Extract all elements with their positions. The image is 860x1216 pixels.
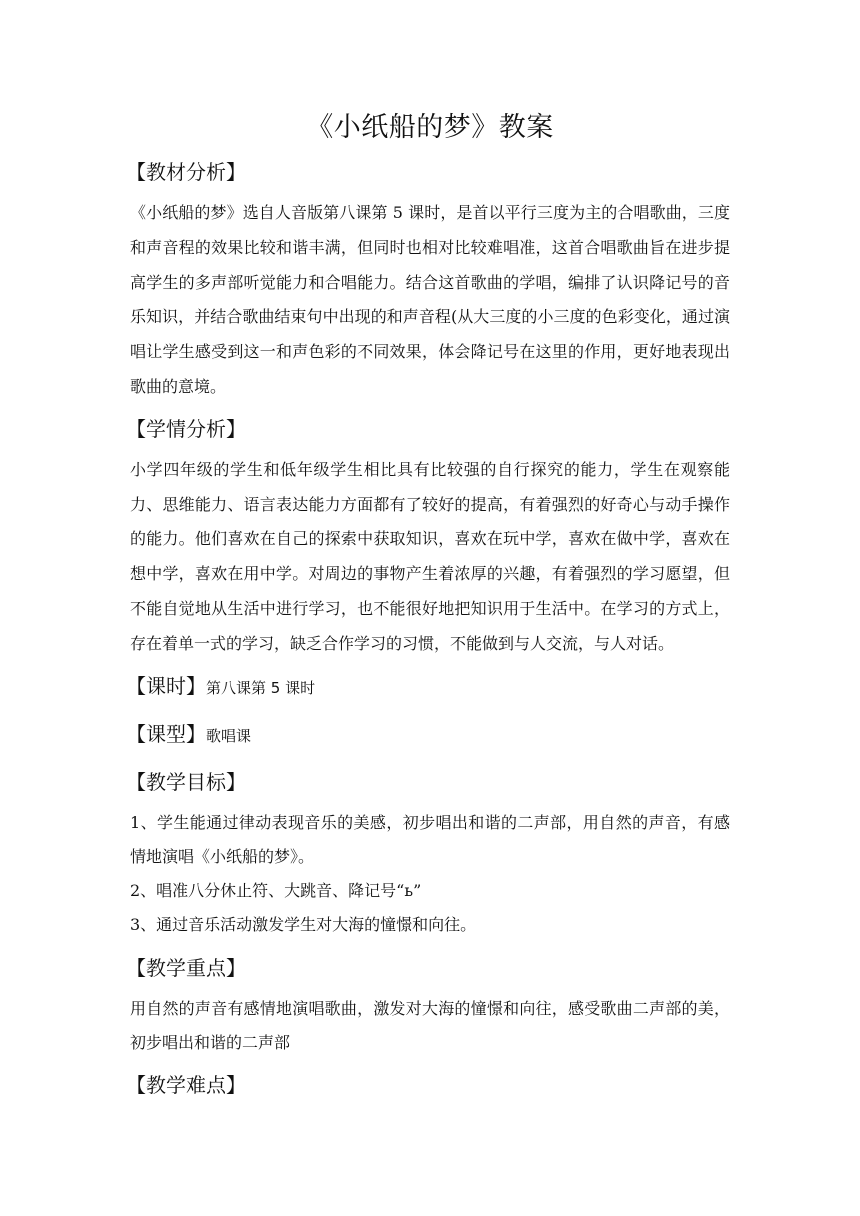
lesson-type-value: 歌唱课 <box>206 726 252 745</box>
section-difficult-points <box>126 1067 730 1103</box>
section-student-analysis <box>126 411 730 662</box>
document-title: 《小纸船的梦》教案 <box>306 112 554 143</box>
section-textbook-analysis <box>126 154 730 405</box>
section-heading: 【教学难点】 <box>126 1073 246 1098</box>
section-teaching-goals <box>126 764 730 942</box>
goal-item: 1、学生能通过律动表现音乐的美感，初步唱出和谐的二声部，用自然的声音，有感情地演唱《小纸船的梦》。 <box>130 812 730 866</box>
goal-item: 2、唱准八分休止符、大跳音、降记号“ь” <box>130 880 422 900</box>
section-paragraph: 小学四年级的学生和低年级学生相比具有比较强的自行探究的能力，学生在观察能力、思维能力、语言表达能力方面都有了较好的提高，有着强烈的好奇心与动手操作的能力。他们喜欢在自己的探索中获取知识，喜欢在玩中学，喜欢在做中学，喜欢在想中学，喜欢在用中学。对周边的事物产生着浓厚的兴趣，有着强烈的学习愿望，但不能自觉地从生活中进行学习，也不能很好地把知识用于生活中。在学习的方式上，存在着单一式的学习，缺乏合作学习的习惯，不能做到与人交流，与人对话。 <box>130 459 730 653</box>
document-body <box>126 154 730 1109</box>
section-paragraph: 用自然的声音有感情地演唱歌曲，激发对大海的憧憬和向往，感受歌曲二声部的美，初步唱出和谐的二声部 <box>130 998 730 1053</box>
section-paragraph: 《小纸船的梦》选自人音版第八课第 5 课时，是首以平行三度为主的合唱歌曲，三度和声音程的效果比较和谐丰满，但同时也相对比较难唱准，这首合唱歌曲旨在进步提高学生的多声部听觉能力和合唱能力。结合这首歌曲的学唱，编排了认识降记号的音乐知识，并结合歌曲结束句中出现的和声音程(从大三度的小三度的色彩变化，通过演唱让学生感受到这一和声色彩的不同效果，体会降记号在这里的作用，更好地表现出歌曲的意境。 <box>130 203 730 396</box>
goal-item: 3、通过音乐活动激发学生对大海的憧憬和向往。 <box>130 914 477 934</box>
section-heading: 【课时】 <box>126 673 206 698</box>
class-hours-value: 第八课第 5 课时 <box>206 678 316 697</box>
section-heading: 【课型】 <box>126 721 206 746</box>
section-heading: 【学情分析】 <box>126 416 246 441</box>
section-heading: 【教学重点】 <box>126 955 246 980</box>
section-heading: 【教材分析】 <box>126 160 246 184</box>
section-lesson-type <box>126 716 730 754</box>
section-key-points <box>126 950 730 1062</box>
section-class-hours <box>126 668 730 706</box>
section-heading: 【教学目标】 <box>126 769 246 794</box>
